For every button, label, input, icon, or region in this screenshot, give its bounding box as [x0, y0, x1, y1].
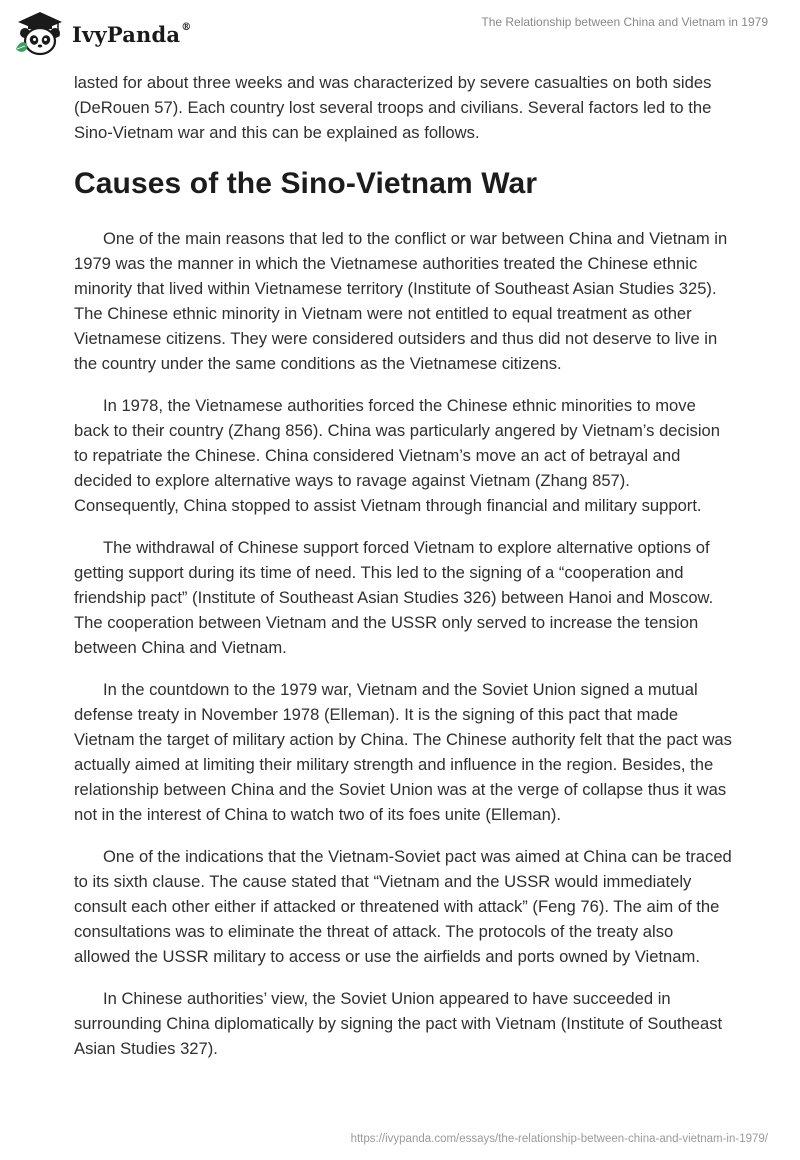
body-paragraph: One of the main reasons that led to the conflict or war between China and Vietnam in 1979 was the manner in which the Vietnamese authorities treated the Chinese ethnic minority that lived within Vietnamese territory (Institute of Southeast Asian Studies 325). The Chinese ethnic minority in Vietnam were not entitled to equal treatment as other Vietnamese citizens. They were considered outsiders and thus did not deserve to live in the country under the same conditions as the Vietnamese citizens. — [74, 229, 728, 373]
ivypanda-logo[interactable] — [14, 8, 191, 58]
source-url-link[interactable]: https://ivypanda.com/essays/the-relationship-between-china-and-vietnam-in-1979/ — [350, 1133, 768, 1145]
page-header — [0, 0, 800, 66]
brand-name: IvyPanda® — [72, 21, 192, 47]
section-heading: Causes of the Sino-Vietnam War — [74, 167, 538, 200]
registered-mark: ® — [181, 21, 192, 33]
panda-graduate-icon — [14, 9, 66, 57]
document-title: The Relationship between China and Vietnam in 1979 — [481, 15, 768, 29]
intro-paragraph: lasted for about three weeks and was characterized by severe casualties on both sides (DeRouen 57). Each country lost several troops and civilians. Several factors led to the Sino-Vietnam war and this can be explained as follows. — [74, 73, 712, 142]
essay-content — [74, 70, 734, 1078]
body-paragraph: In 1978, the Vietnamese authorities forced the Chinese ethnic minorities to move back to their country (Zhang 856). China was particularly angered by Vietnam’s decision to repatriate the Chinese. China considered Vietnam’s move an act of betrayal and decided to explore alternative ways to ravage against Vietnam (Zhang 857). Consequently, China stopped to assist Vietnam through financial and military support. — [74, 396, 720, 515]
body-paragraph: The withdrawal of Chinese support forced Vietnam to explore alternative options of getting support during its time of need. This led to the signing of a “cooperation and friendship pact” (Institute of Southeast Asian Studies 326) between Hanoi and Moscow. The cooperation between Vietnam and the USSR only served to increase the tension between China and Vietnam. — [74, 538, 714, 657]
body-paragraph: One of the indications that the Vietnam-Soviet pact was aimed at China can be traced to its sixth clause. The cause stated that “Vietnam and the USSR would immediately consult each other either if attacked or threatened with attack” (Feng 76). The aim of the consultations was to eliminate the threat of attack. The protocols of the treaty also allowed the USSR military to access or use the airfields and ports owned by Vietnam. — [74, 847, 732, 966]
body-paragraph: In Chinese authorities’ view, the Soviet Union appeared to have succeeded in surrounding China diplomatically by signing the pact with Vietnam (Institute of Southeast Asian Studies 327). — [74, 989, 723, 1058]
body-paragraph: In the countdown to the 1979 war, Vietnam and the Soviet Union signed a mutual defense treaty in November 1978 (Elleman). It is the signing of this pact that made Vietnam the target of military action by China. The Chinese authority felt that the pact was actually aimed at limiting their military strength and influence in the region. Besides, the relationship between China and the Soviet Union was at the verge of collapse thus it was not in the interest of China to watch two of its foes unite (Elleman). — [74, 680, 732, 824]
